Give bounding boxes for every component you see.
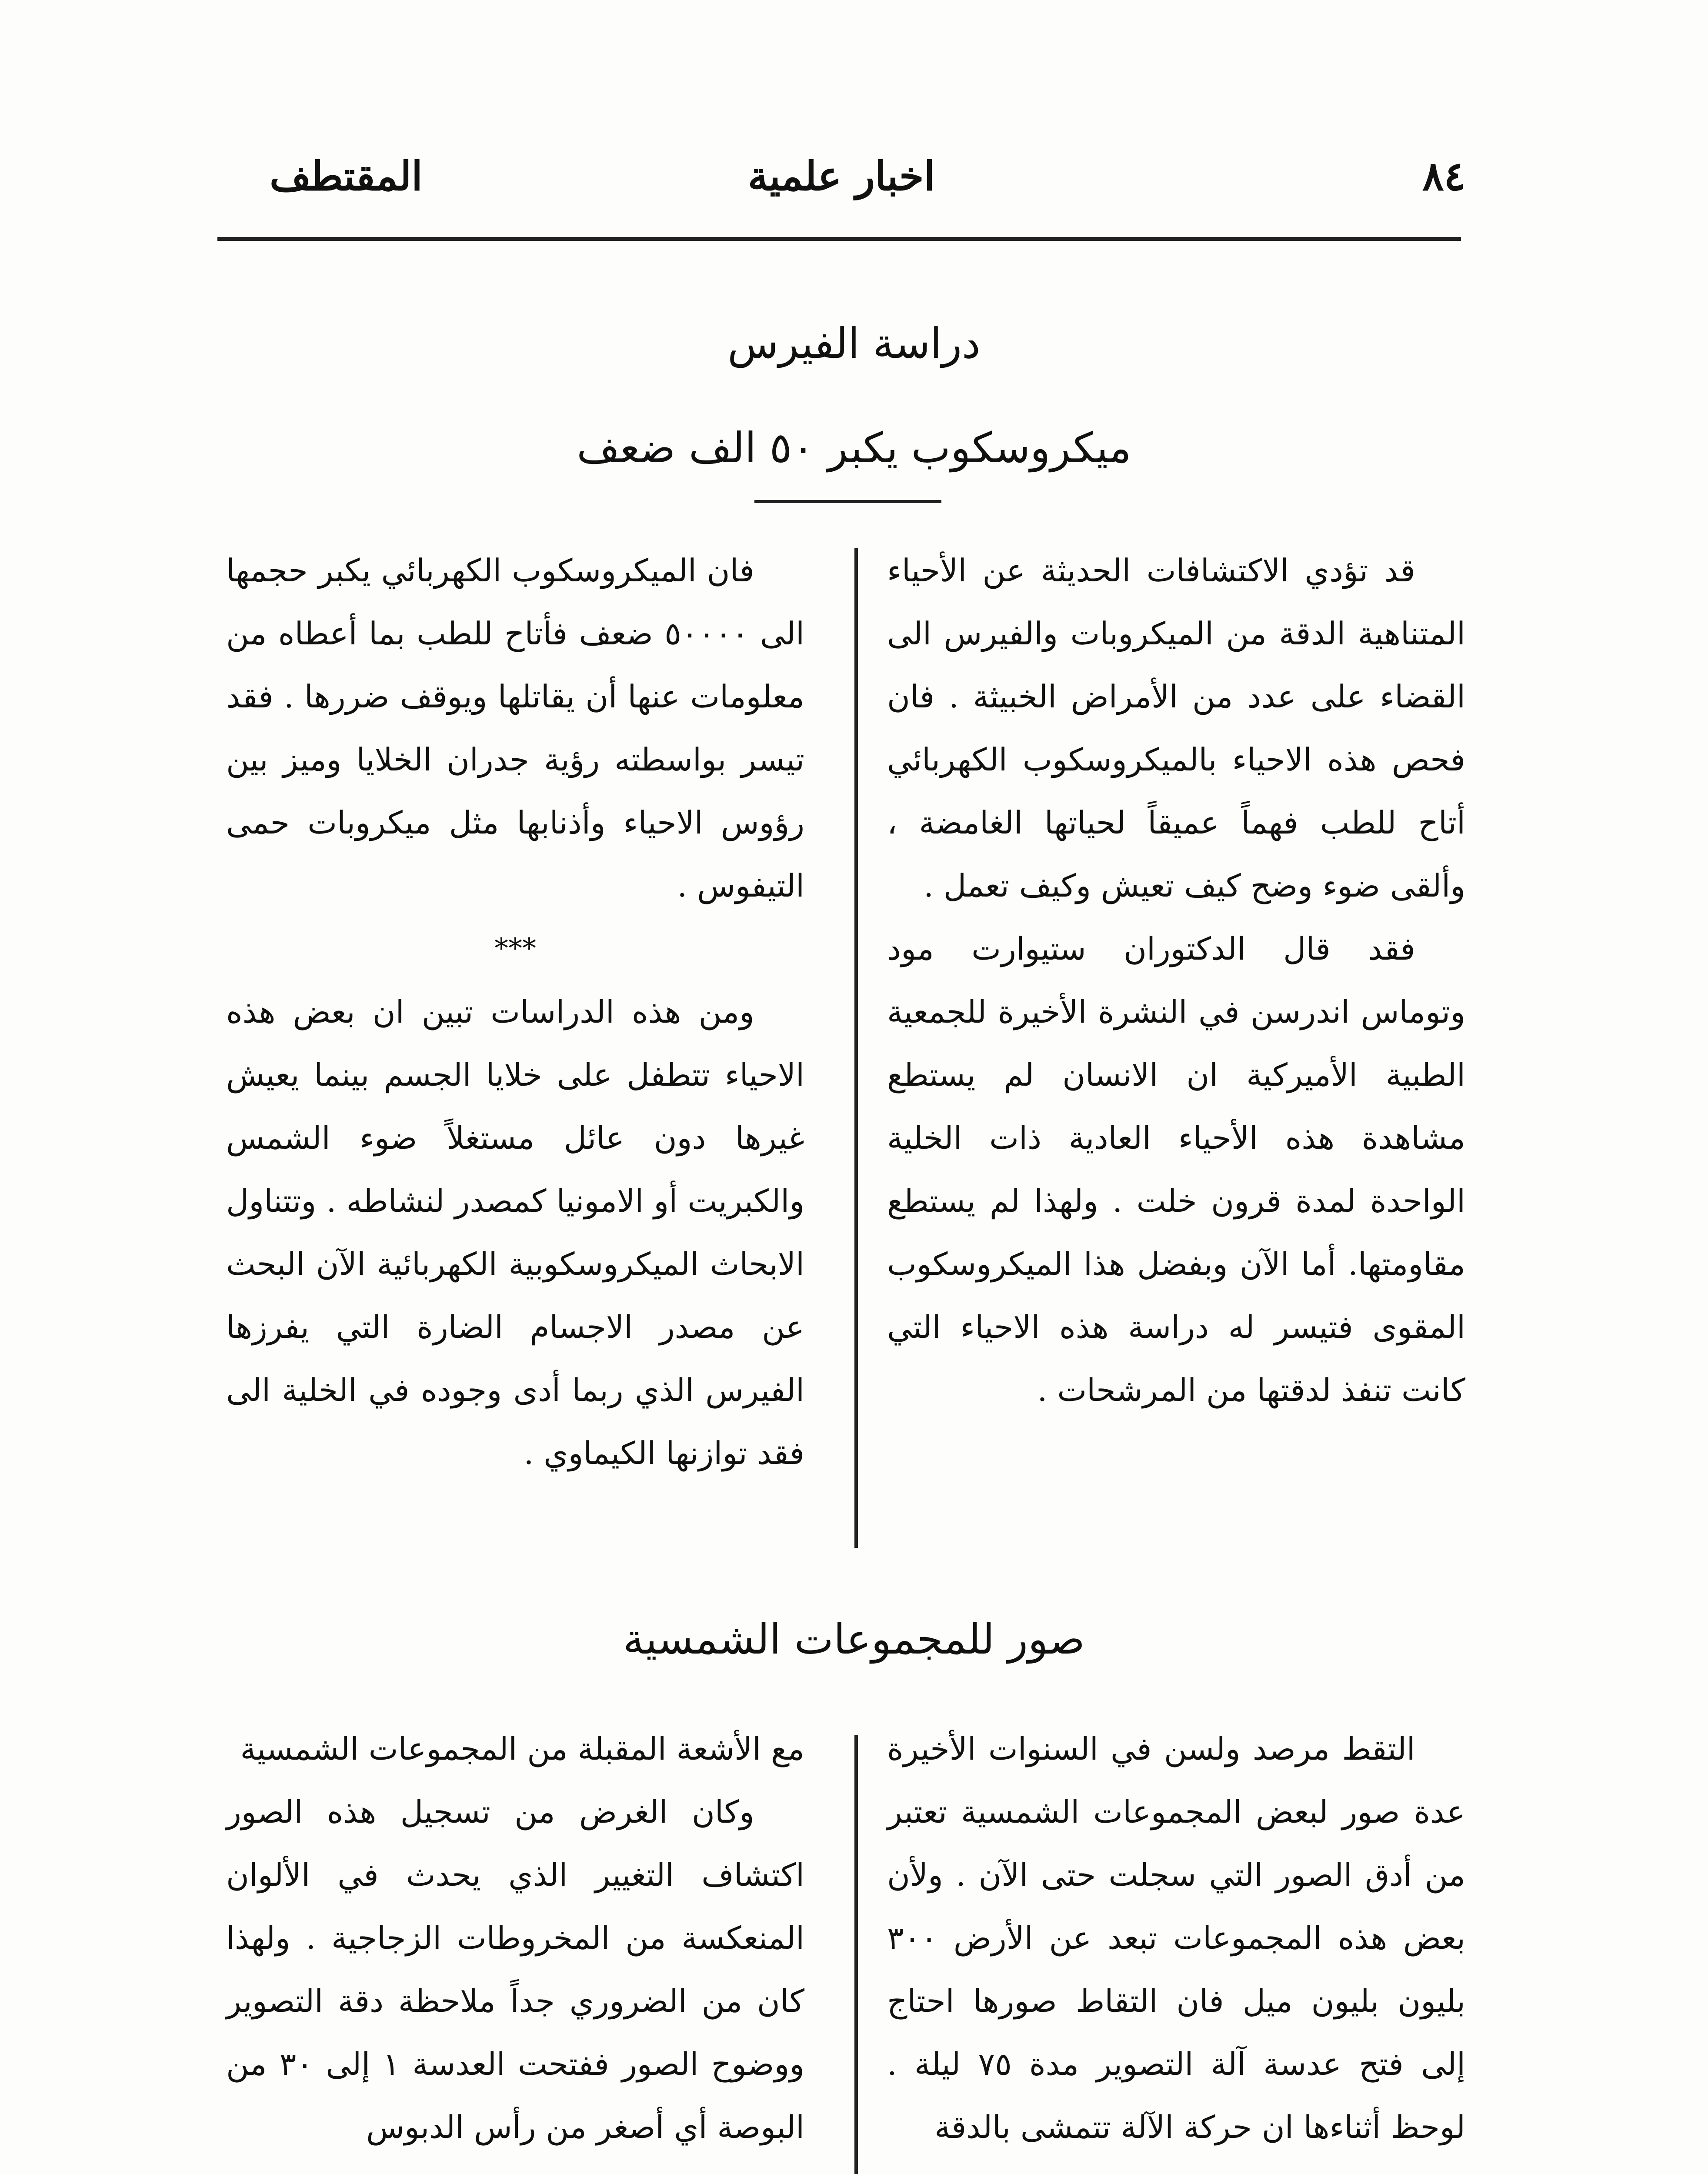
paragraph: ومن هذه الدراسات تبين ان بعض هذه الاحياء تتطفل على خلايا الجسم بينما يعيش غيرها دون عائل مستغلاً ضوء الشمس والكبريت أو الامونيا كمصدر لنشاطه . وتتناول الابحاث الميكروسكوبية الكهربائية الآن البحث عن مصدر الاجسام الضارة التي يفرزها الفيرس الذي ربما أدى وجوده في الخلية الى فقد توازنها الكيماوي . [226, 994, 804, 1471]
article-1-title: دراسة الفيرس [727, 319, 981, 368]
title-rule [754, 500, 941, 503]
paragraph: فان الميكروسكوب الكهربائي يكبر حجمها الى ٥٠٠٠٠ ضعف فأتاح للطب بما أعطاه من معلومات عنها أن يقاتلها ويوقف ضررها . فقد تيسر بواسطته رؤية جدران الخلايا وميز بين رؤوس الاحياء وأذنابها مثل ميكروبات حمى التيفوس . [226, 552, 804, 904]
running-head [217, 143, 1465, 209]
article-2-left-column [226, 1717, 804, 2174]
paragraph: مع الأشعة المقبلة من المجموعات الشمسية [240, 1731, 804, 1767]
column-divider [854, 548, 858, 1548]
paragraph: قد تؤدي الاكتشافات الحديثة عن الأحياء المتناهية الدقة من الميكروبات والفيرس الى القضاء على عدد من الأمراض الخبيثة . فان فحص هذه الاحياء بالميكروسكوب الكهربائي أتاح للطب فهماً عميقاً لحياتها الغامضة ، وألقى ضوء وضح كيف تعيش وكيف تعمل . [887, 552, 1465, 904]
paragraph: وكان الغرض من تسجيل هذه الصور اكتشاف التغيير الذي يحدث في الألوان المنعكسة من المخروطات الزجاجية . ولهذا كان من الضروري جداً ملاحظة دقة التصوير ووضوح الصور ففتحت العدسة ١ إلى ٣٠ من البوصة أي أصغر من رأس الدبوس [226, 1794, 804, 2145]
article-2-title: صور للمجموعات الشمسية [623, 1615, 1085, 1664]
paragraph: فقد قال الدكتوران ستيوارت مود وتوماس اندرسن في النشرة الأخيرة للجمعية الطبية الأميركية ان الانسان لم يستطع مشاهدة هذه الأحياء العادية ذات الخلية الواحدة لمدة قرون خلت . ولهذا لم يستطع مقاومتها. أما الآن وبفضل هذا الميكروسكوب المقوى فتيسر له دراسة هذه الاحياء التي كانت تنفذ لدقتها من المرشحات . [887, 930, 1466, 1408]
header-rule [217, 237, 1461, 241]
article-2-right-column [887, 1717, 1465, 2174]
page-number: ٨٤ [1422, 153, 1465, 200]
column-divider [854, 1735, 858, 2174]
article-1-left-column [226, 539, 804, 1539]
article-1-subtitle: ميكروسكوب يكبر ٥٠ الف ضعف [577, 423, 1131, 472]
section-break: *** [494, 933, 536, 965]
journal-name: المقتطف [270, 153, 423, 200]
section-title: اخبار علمية [747, 153, 935, 200]
article-1-right-column [887, 539, 1465, 1539]
paragraph: التقط مرصد ولسن في السنوات الأخيرة عدة صور لبعض المجموعات الشمسية تعتبر من أدق الصور التي سجلت حتى الآن . ولأن بعض هذه المجموعات تبعد عن الأرض ٣٠٠ بليون بليون ميل فان التقاط صورها احتاج إلى فتح عدسة آلة التصوير مدة ٧٥ ليلة . لوحظ أثناءها ان حركة الآلة تتمشى بالدقة [887, 1731, 1465, 2145]
